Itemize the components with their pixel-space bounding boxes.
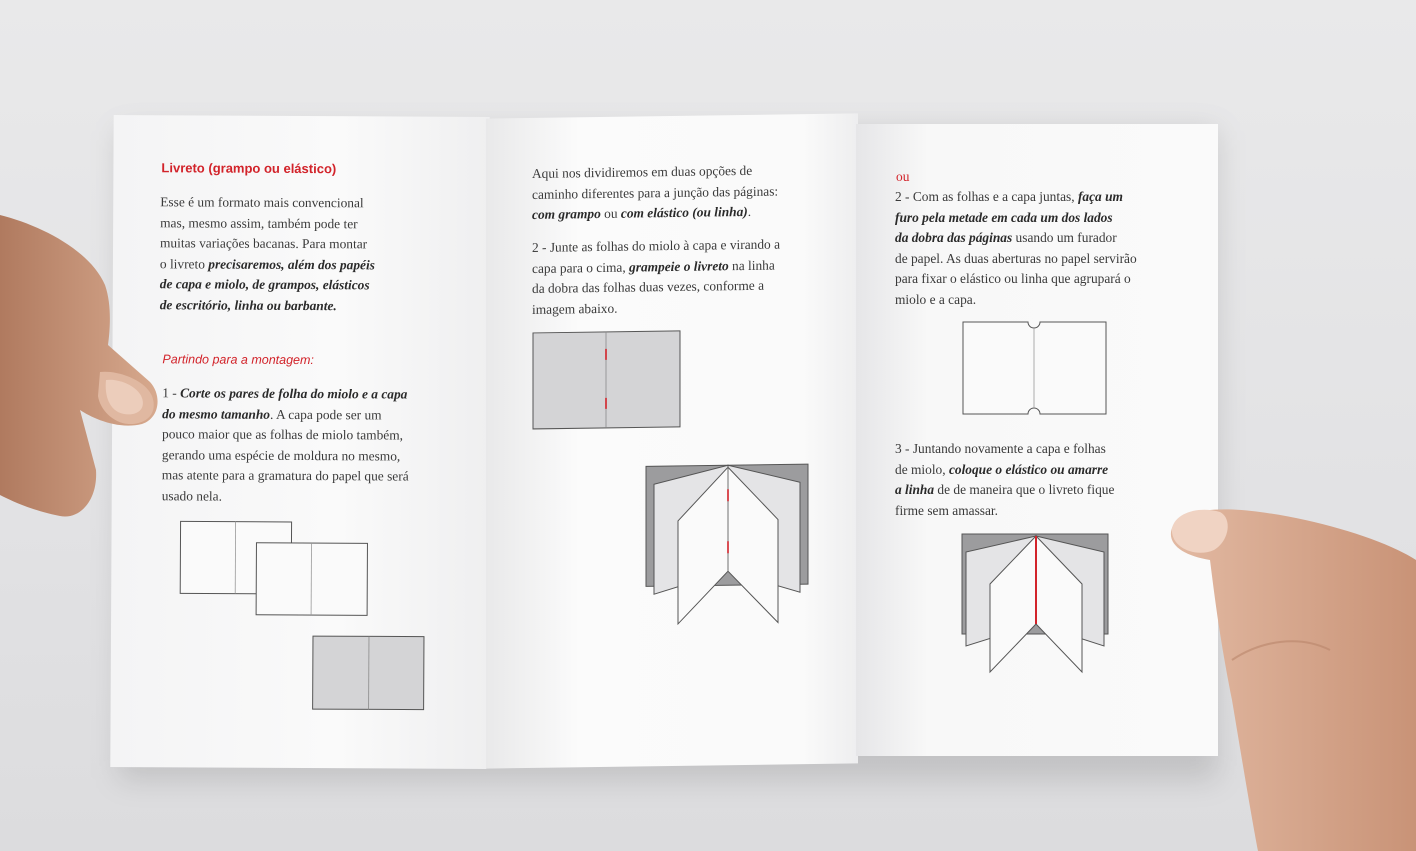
- step-line: mas atente para a gramatura do papel que será: [161, 467, 409, 484]
- step-line: pouco maior que as folhas de miolo também,: [162, 426, 404, 443]
- step-text: na linha: [728, 257, 775, 273]
- intro-line-text: o livreto: [159, 255, 209, 272]
- step-text: . A capa pode ser um: [269, 406, 382, 422]
- section-heading: Livreto (grampo ou elástico): [161, 160, 337, 177]
- option-staple: com grampo: [532, 205, 601, 222]
- step-line: usado nela.: [161, 487, 223, 504]
- option-end: .: [747, 203, 752, 219]
- options-line: Aqui nos dividiremos em duas opções de: [532, 162, 753, 181]
- step-line: miolo e a capa.: [895, 291, 977, 307]
- step-emphasis: coloque o elástico ou amarre: [948, 461, 1109, 477]
- step-line: de papel. As duas aberturas no papel servirão: [895, 250, 1137, 266]
- intro-emphasis: de capa e miolo, de grampos, elásticos: [159, 276, 370, 293]
- step-emphasis: do mesmo tamanho: [162, 405, 271, 422]
- left-hand: [0, 215, 158, 517]
- option-separator: ou: [600, 205, 621, 221]
- step-emphasis: da dobra das páginas: [895, 230, 1013, 245]
- step-text: capa para o cima,: [532, 259, 630, 276]
- step-line: 3 - Juntando novamente a capa e folhas: [895, 441, 1106, 456]
- intro-emphasis: de escritório, linha ou barbante.: [159, 296, 337, 313]
- step-line: gerando uma espécie de moldura no mesmo,: [161, 446, 401, 464]
- step-text: de de maneira que o livreto fique: [934, 482, 1115, 497]
- assembly-subheading: Partindo para a montagem:: [162, 352, 314, 368]
- step-text: de miolo,: [895, 461, 949, 477]
- or-label: ou: [896, 169, 910, 184]
- step-line: para fixar o elástico ou linha que agrupará o: [895, 271, 1131, 286]
- intro-line: mas, mesmo assim, também pode ter: [160, 214, 358, 231]
- step-emphasis: grampeie o livreto: [629, 257, 729, 275]
- step-emphasis: furo pela metade em cada um dos lados: [895, 209, 1113, 225]
- step-number: 1 -: [162, 385, 181, 401]
- right-hand: [1171, 509, 1416, 851]
- step-emphasis: a linha: [895, 482, 935, 497]
- step-emphasis: Corte os pares de folha do miolo e a capa: [180, 385, 408, 402]
- step-emphasis: faça um: [1077, 189, 1123, 204]
- intro-emphasis: precisaremos, além dos papéis: [208, 256, 375, 272]
- step-line: da dobra das folhas duas vezes, conforme a: [532, 277, 765, 296]
- step-line: firme sem amassar.: [895, 502, 998, 518]
- step-line: 2 - Junte as folhas do miolo à capa e virando a: [532, 236, 781, 255]
- options-line: caminho diferentes para a junção das páginas:: [532, 183, 779, 202]
- step-line: imagem abaixo.: [532, 300, 618, 317]
- intro-line: muitas variações bacanas. Para montar: [160, 235, 368, 252]
- option-elastic: com elástico (ou linha): [620, 203, 748, 221]
- step-text: usando um furador: [1012, 230, 1117, 245]
- step-text: 2 - Com as folhas e a capa juntas,: [895, 189, 1078, 204]
- intro-line: Esse é um formato mais convencional: [160, 194, 364, 211]
